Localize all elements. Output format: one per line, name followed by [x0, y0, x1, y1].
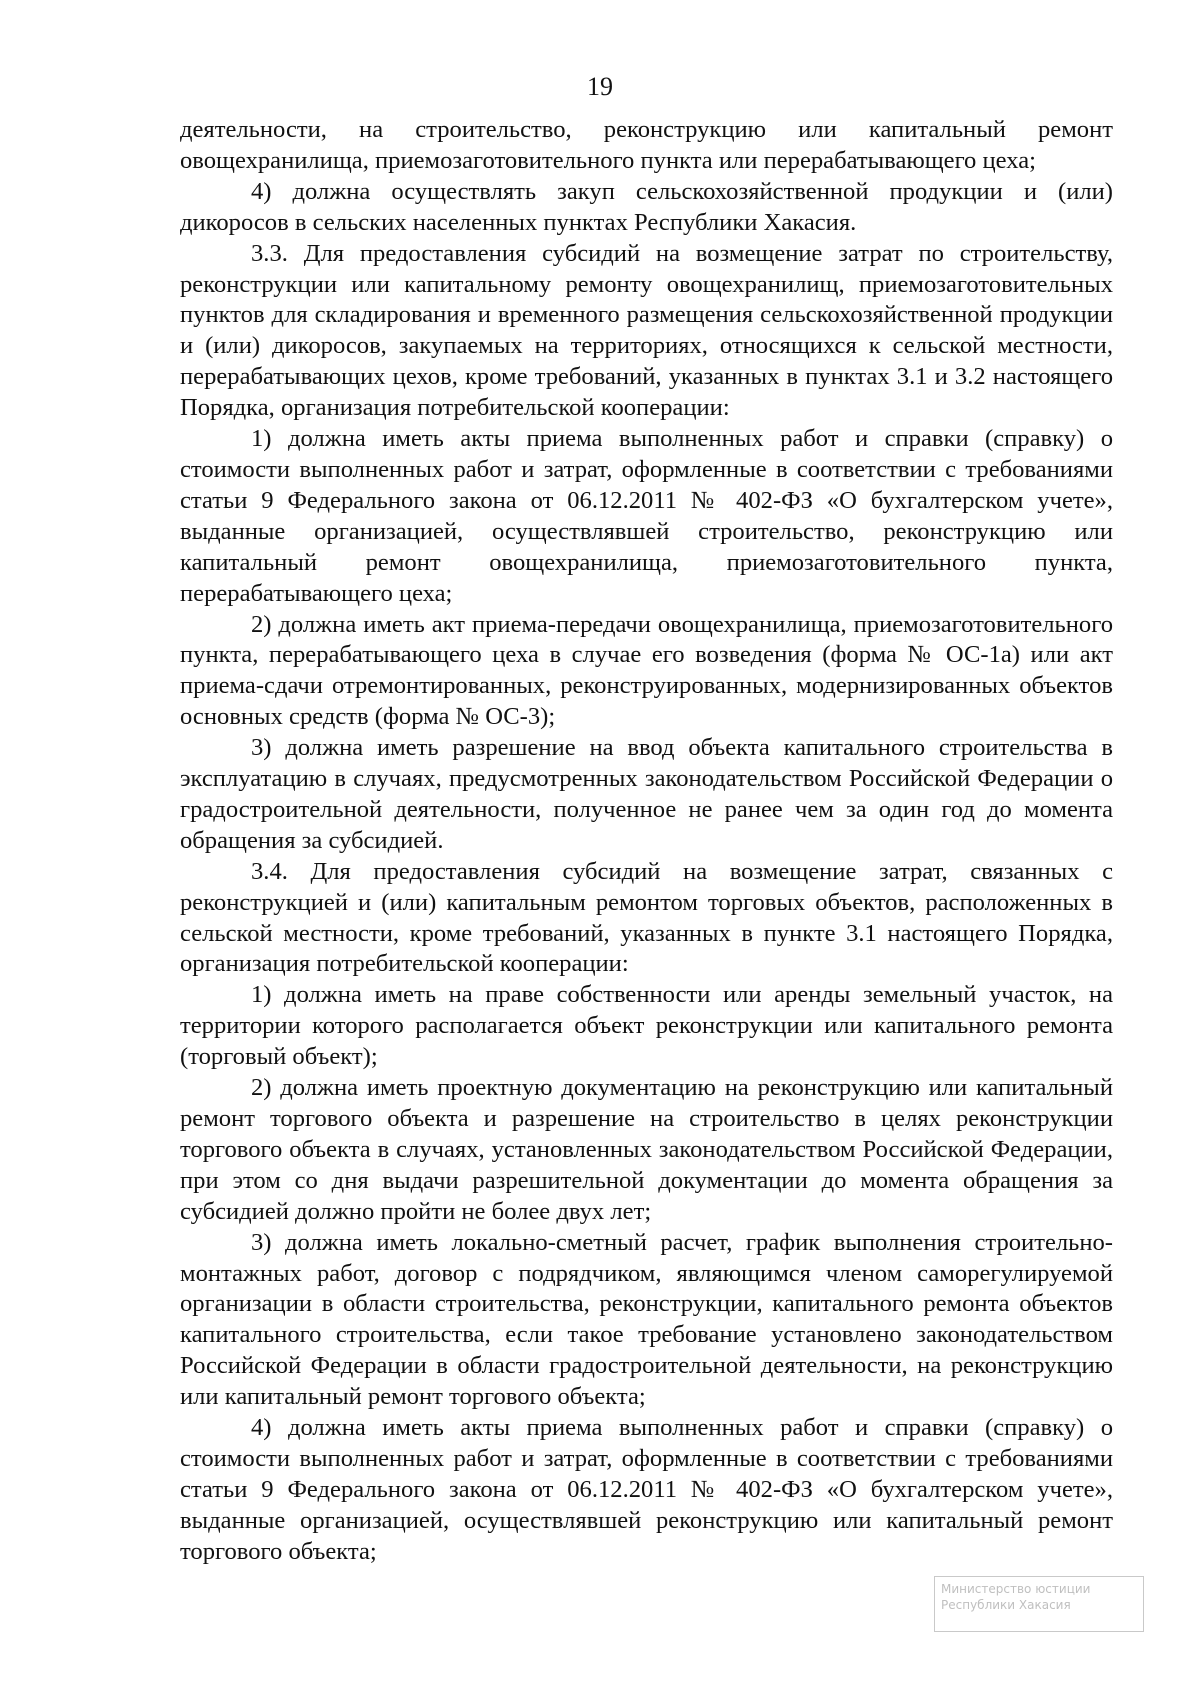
- document-body: [180, 115, 1113, 1568]
- paragraph-3-3: 3.3. Для предоставления субсидий на возмещение затрат по строительству, реконструкции или капитальному ремонту овощехранилищ, приемозаготовительных пунктов для складирования и временного размещения сельскохозяйственной продукции и (или) дикоросов, закупаемых на территориях, относящихся к сельской местности, перерабатывающих цехов, кроме требований, указанных в пунктах 3.1 и 3.2 настоящего Порядка, организация потребительской кооперации:: [180, 239, 1113, 422]
- stamp-line-1: Министерство юстиции: [941, 1582, 1091, 1596]
- paragraph-3-4: 3.4. Для предоставления субсидий на возмещение затрат, связанных с реконструкцией и (или) капитальным ремонтом торговых объектов, расположенных в сельской местности, кроме требований, указанных в пункте 3.1 настоящего Порядка, организация потребительской кооперации:: [180, 857, 1113, 978]
- paragraph-3-3-item-3: 3) должна иметь разрешение на ввод объекта капитального строительства в эксплуатацию в случаях, предусмотренных законодательством Российской Федерации о градостроительной деятельности, полученное не ранее чем за один год до момента обращения за субсидией.: [180, 734, 1113, 854]
- paragraph-3-4-item-3: 3) должна иметь локально-сметный расчет, график выполнения строительно-монтажных работ, договор с подрядчиком, являющимся членом саморегулируемой организации в области строительства, реконструкции, капитального ремонта объектов капитального строительства, если такое требование установлено законодательством Российской Федерации в области градостроительной деятельности, на реконструкцию или капитальный ремонт торгового объекта;: [180, 1228, 1113, 1411]
- paragraph-3-4-item-2: 2) должна иметь проектную документацию на реконструкцию или капитальный ремонт торгового объекта и разрешение на строительство в целях реконструкции торгового объекта в случаях, установленных законодательством Российской Федерации, при этом со дня выдачи разрешительной документации до момента обращения за субсидией должно пройти не более двух лет;: [180, 1074, 1113, 1225]
- paragraph-3-4-item-4: 4) должна иметь акты приема выполненных работ и справки (справку) о стоимости выполненных работ и затрат, оформленные в соответствии с требованиями статьи 9 Федерального закона от 06.12.2011 № 402-ФЗ «О бухгалтерском учете», выданные организацией, осуществлявшей реконструкцию или капитальный ремонт торгового объекта;: [180, 1414, 1113, 1565]
- stamp-line-2: Республики Хакасия: [941, 1598, 1071, 1612]
- paragraph-item-4-purchase: 4) должна осуществлять закуп сельскохозяйственной продукции и (или) дикоросов в сельских населенных пунктах Республики Хакасия.: [180, 177, 1113, 236]
- paragraph-continuation: деятельности, на строительство, реконструкцию или капитальный ремонт овощехранилища, приемозаготовительного пункта или перерабатывающего цеха;: [180, 116, 1113, 174]
- paragraph-3-3-item-2: 2) должна иметь акт приема-передачи овощехранилища, приемозаготовительного пункта, перерабатывающего цеха в случае его возведения (форма № ОС-1а) или акт приема-сдачи отремонтированных, реконструированных, модернизированных объектов основных средств (форма № ОС-3);: [180, 610, 1113, 731]
- registration-stamp: [934, 1576, 1144, 1632]
- page-number: 19: [587, 72, 613, 101]
- paragraph-3-4-item-1: 1) должна иметь на праве собственности или аренды земельный участок, на территории которого располагается объект реконструкции или капитального ремонта (торговый объект);: [180, 981, 1113, 1071]
- paragraph-3-3-item-1: 1) должна иметь акты приема выполненных работ и справки (справку) о стоимости выполненных работ и затрат, оформленные в соответствии с требованиями статьи 9 Федерального закона от 06.12.2011 № 402-ФЗ «О бухгалтерском учете», выданные организацией, осуществлявшей строительство, реконструкцию или капитальный ремонт овощехранилища, приемозаготовительного пункта, перерабатывающего цеха;: [180, 425, 1113, 607]
